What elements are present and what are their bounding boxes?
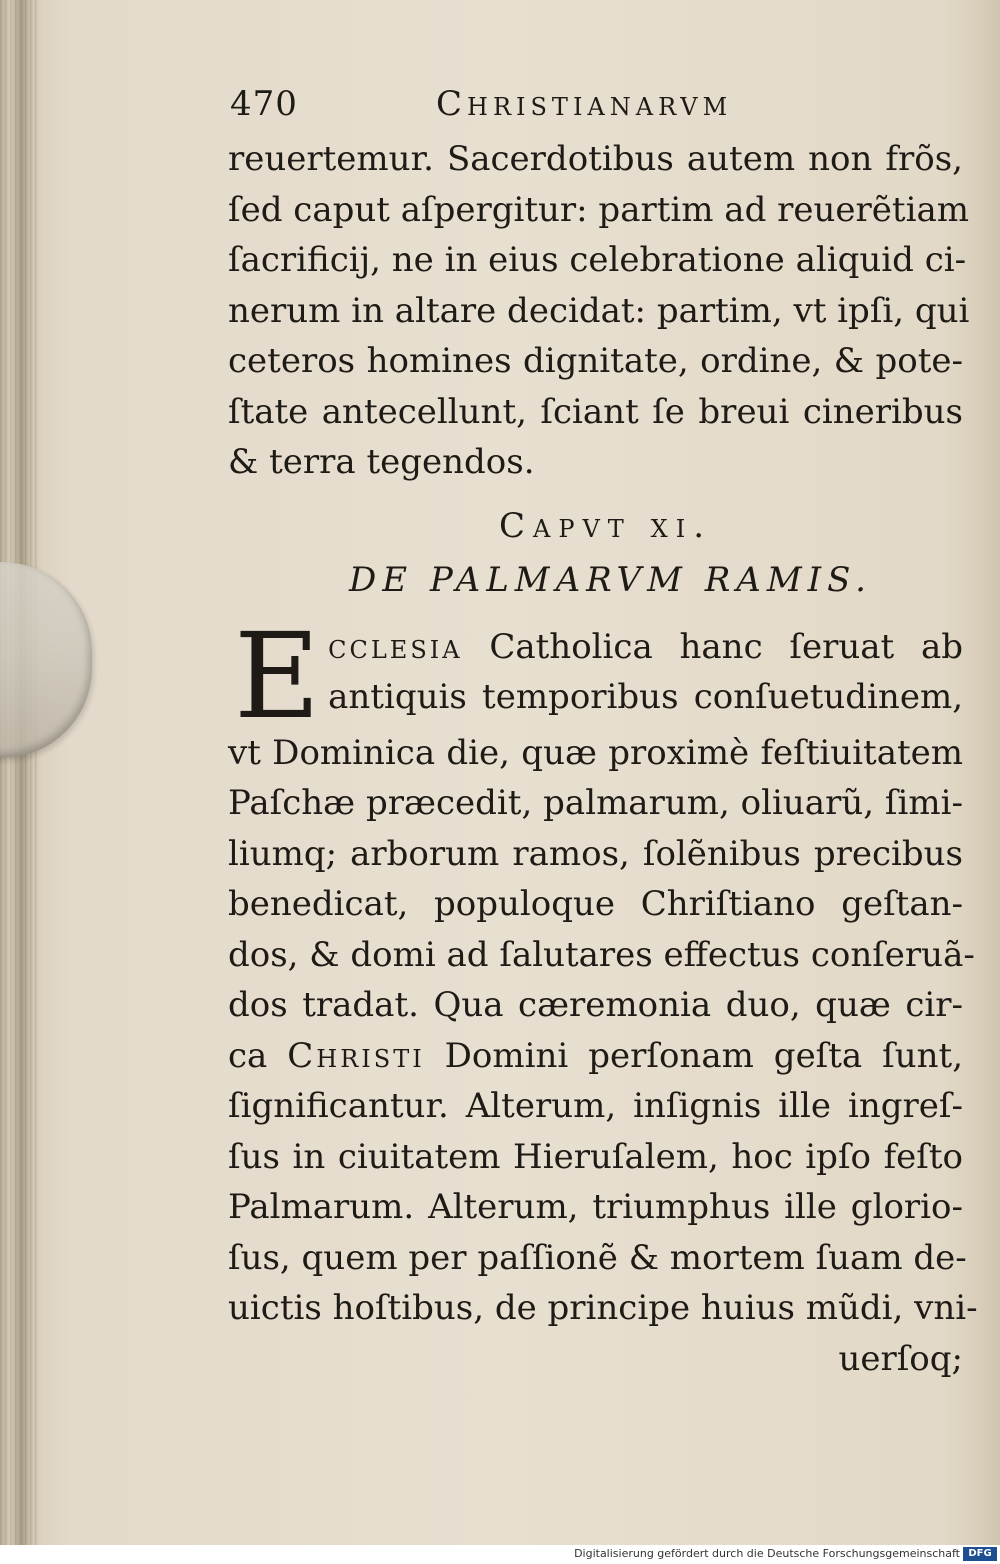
- page-clip: [0, 562, 92, 758]
- text-line: [228, 1031, 963, 1082]
- text-line: ſus, quem per paſſionẽ & mortem ſuam de-: [228, 1237, 967, 1278]
- text-line: liumq; arborum ramos, ſolẽnibus precibus: [228, 833, 963, 874]
- text-line: ceteros homines dignitate, ordine, & pote-: [228, 341, 963, 381]
- text-line: ſtate antecellunt, ſciant ſe breui cineribus: [228, 391, 963, 432]
- catchword: uerſoq;: [838, 1338, 963, 1379]
- intro-paragraph: [228, 134, 970, 488]
- text-span: Domini perſonam geſta ſunt,: [424, 1035, 964, 1076]
- page-number: 470: [230, 84, 298, 124]
- text-span: ca: [228, 1035, 288, 1076]
- running-head: [228, 78, 963, 134]
- text-line: ſignificantur. Alterum, inſignis ille ingreſ-: [228, 1086, 963, 1126]
- text-line: dos, & domi ad ſalutares effectus conſeruã-: [228, 934, 975, 975]
- dfg-logo: DFG: [963, 1547, 997, 1561]
- text-line: benedicat, populoque Chriſtiano geſtan-: [228, 884, 963, 924]
- text-line: antiquis temporibus conſuetudinem,: [328, 677, 963, 717]
- text-line: ſus in ciuitatem Hieruſalem, hoc ipſo feſto: [228, 1136, 963, 1177]
- page-text: [228, 78, 978, 1384]
- chapter-paragraph: [228, 606, 978, 1385]
- footer-credit: Digitalisierung gefördert durch die Deutsche Forschungsgemeinschaft: [574, 1547, 960, 1560]
- chapter-subtitle: DE PALMARVM RAMIS.: [349, 559, 872, 600]
- small-caps-word: cclesia: [328, 626, 463, 667]
- text-line: [228, 622, 963, 673]
- text-span: Catholica hanc ſeruat ab: [462, 626, 963, 667]
- text-line: Paſchæ præcedit, palmarum, oliuarũ, ſimi-: [228, 783, 963, 823]
- text-line: ſacrificij, ne in eius celebratione aliquid ci-: [228, 240, 967, 280]
- running-title: Christianarvm: [436, 84, 733, 124]
- text-line: & terra tegendos.: [228, 442, 535, 482]
- small-caps-word: Christi: [287, 1035, 425, 1076]
- drop-cap: E: [234, 606, 321, 745]
- text-line: reuertemur. Sacerdotibus autem non frõs,: [228, 139, 963, 179]
- text-line: uictis hoſtibus, de principe huius mũdi, vni-: [228, 1288, 978, 1328]
- chapter-title: Capvt xi.: [498, 505, 713, 546]
- text-line: ſed caput aſpergitur: partim ad reuerẽtiam: [228, 189, 969, 230]
- text-line: vt Dominica die, quæ proximè feſtiuitatem: [228, 732, 963, 773]
- book-page-edges: [0, 0, 40, 1545]
- text-line: Palmarum. Alterum, triumphus ille glorio-: [228, 1187, 963, 1227]
- text-line: dos tradat. Qua cæremonia duo, quæ cir-: [228, 985, 963, 1025]
- text-line: nerum in altare decidat: partim, vt ipſi, qui: [228, 290, 970, 331]
